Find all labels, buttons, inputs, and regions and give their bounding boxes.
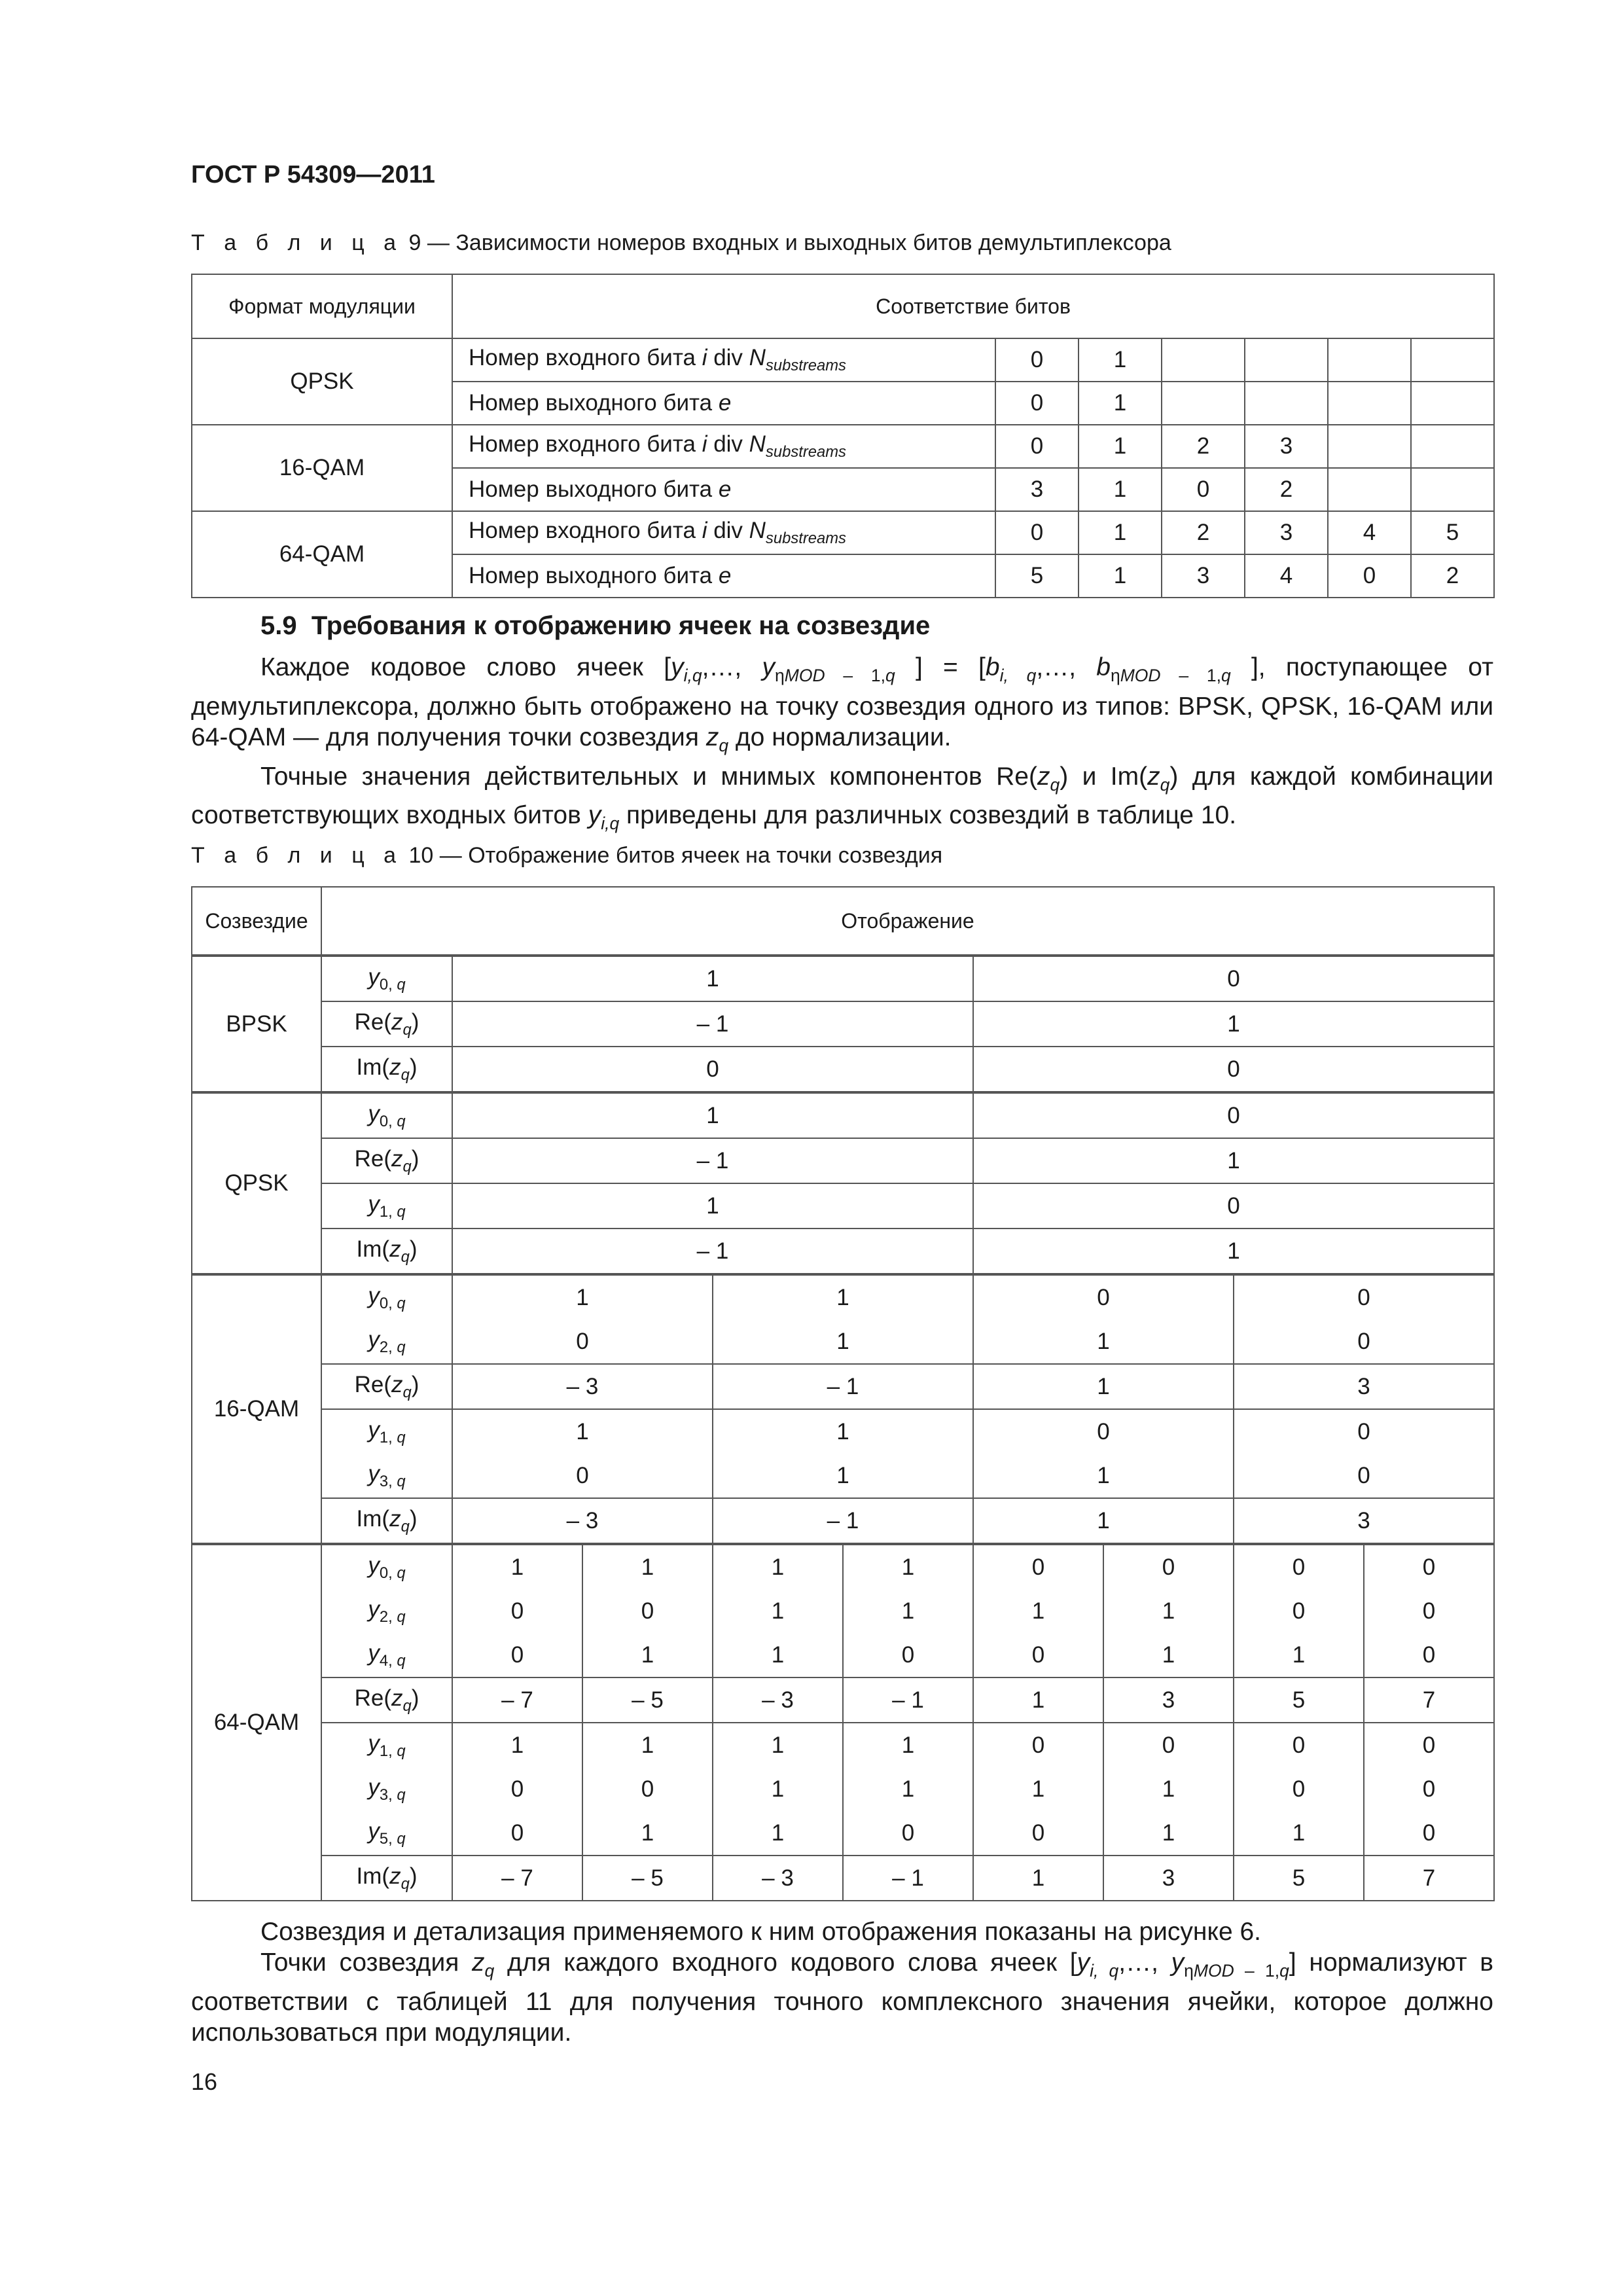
table9-output-label: Номер выходного бита e: [452, 468, 995, 511]
table10-constellation-cell: 64-QAM: [192, 1544, 321, 1901]
table10-cell: 1: [973, 1677, 1103, 1723]
table10-cell: 0: [1234, 1274, 1494, 1319]
table9-format-cell: QPSK: [192, 338, 452, 425]
table10-cell: 0: [452, 1047, 973, 1092]
table10-row-label: $Re(z_q)$: [321, 1364, 452, 1409]
table10-cell: 0: [973, 1409, 1234, 1454]
table9-cell: [1245, 382, 1328, 425]
table9-cell: 1: [1079, 511, 1162, 554]
table10-cell: 0: [452, 1589, 582, 1633]
table9-cell: [1245, 338, 1328, 382]
table10-row-label: $y_{1, q}$: [321, 1409, 452, 1454]
table10-cell: 0: [1364, 1633, 1494, 1677]
table10-cell: 0: [973, 1092, 1494, 1138]
table9-format-cell: 16-QAM: [192, 425, 452, 511]
table9-format-cell: 64-QAM: [192, 511, 452, 598]
table10-cell: 1: [713, 1544, 843, 1589]
closing-text: Созвездия и детализация применяемого к ним отображения показаны на рисунке 6. Точки созвездия $z_q$ для каждого входного кодового слова ячеек [$y_{i, q},\dots$, $y_{\eta MOD - 1,q}$] нормализуют в соответствии с таблицей 11 для получения точного комплексного значения ячейки, которое должно использоваться при модуляции.: [191, 1918, 1493, 2047]
table9-cell: 5: [995, 554, 1079, 598]
table10-cell: – 1: [843, 1856, 973, 1901]
table10-cell: – 1: [713, 1364, 973, 1409]
table10-cell: 0: [452, 1454, 713, 1498]
table10-cell: – 7: [452, 1856, 582, 1901]
table10-cell: – 3: [713, 1677, 843, 1723]
table9-cell: 0: [995, 338, 1079, 382]
table10-row-label: $y_{3, q}$: [321, 1454, 452, 1498]
table9-cell: [1411, 468, 1494, 511]
table10-cell: 1: [1234, 1811, 1364, 1856]
table10-row-label: $y_{3, q}$: [321, 1767, 452, 1811]
table10-cell: – 7: [452, 1677, 582, 1723]
table10-cell: 0: [1103, 1723, 1234, 1767]
table9-cell: 3: [995, 468, 1079, 511]
table10-constellation-cell: QPSK: [192, 1092, 321, 1274]
table10-cell: 0: [1234, 1767, 1364, 1811]
section-heading: 5.9 Требования к отображению ячеек на созвездие: [260, 611, 931, 640]
table9-cell: 0: [1162, 468, 1245, 511]
table9-cell: [1328, 425, 1411, 468]
table10-cell: 0: [582, 1589, 713, 1633]
table10-cell: – 1: [452, 1138, 973, 1183]
table10-cell: 0: [843, 1811, 973, 1856]
table10-cell: 1: [713, 1811, 843, 1856]
table10-cell: – 1: [452, 1229, 973, 1274]
table10-row-label: $y_{0, q}$: [321, 1274, 452, 1319]
table9-cell: [1328, 338, 1411, 382]
table10-cell: 0: [1364, 1767, 1494, 1811]
table9-cell: [1162, 338, 1245, 382]
table9-cell: 4: [1245, 554, 1328, 598]
table10-cell: 1: [452, 1409, 713, 1454]
table10-cell: 0: [582, 1767, 713, 1811]
table10-cell: 5: [1234, 1677, 1364, 1723]
document-header: ГОСТ Р 54309—2011: [191, 161, 435, 188]
table10-cell: 1: [1103, 1633, 1234, 1677]
table10-constellation-cell: 16-QAM: [192, 1274, 321, 1544]
table10-cell: 1: [973, 1498, 1234, 1544]
table10-cell: 1: [713, 1767, 843, 1811]
table10-cell: 0: [973, 1183, 1494, 1229]
table10-cell: 0: [973, 1544, 1103, 1589]
table10-cell: 1: [973, 1319, 1234, 1364]
table10-header-constellation: Созвездие: [192, 887, 321, 956]
table10-cell: 1: [973, 1229, 1494, 1274]
table10-cell: 1: [843, 1723, 973, 1767]
table10-cell: 0: [1364, 1589, 1494, 1633]
table10-row-label: $y_{2, q}$: [321, 1589, 452, 1633]
table10-cell: – 1: [713, 1498, 973, 1544]
table9-cell: 2: [1411, 554, 1494, 598]
table10-cell: 1: [973, 1589, 1103, 1633]
table10-cell: 1: [713, 1723, 843, 1767]
table10-cell: 3: [1103, 1856, 1234, 1901]
table10-cell: 1: [1234, 1633, 1364, 1677]
table10-cell: 1: [713, 1589, 843, 1633]
table10-cell: 0: [452, 1633, 582, 1677]
table9: [191, 274, 1495, 598]
table9-cell: 3: [1245, 425, 1328, 468]
table9-cell: 0: [995, 382, 1079, 425]
table10-cell: 0: [1364, 1544, 1494, 1589]
table10-row-label: $Im(z_q)$: [321, 1047, 452, 1092]
table10-cell: 1: [843, 1589, 973, 1633]
table9-cell: 4: [1328, 511, 1411, 554]
table9-cell: 5: [1411, 511, 1494, 554]
table10-cell: 1: [1103, 1811, 1234, 1856]
table10-cell: 0: [452, 1767, 582, 1811]
table10-constellation-cell: BPSK: [192, 956, 321, 1092]
table10-cell: 0: [452, 1319, 713, 1364]
table10-cell: 1: [713, 1409, 973, 1454]
table9-cell: [1411, 425, 1494, 468]
table10-cell: 3: [1234, 1498, 1494, 1544]
table9-cell: 1: [1079, 338, 1162, 382]
section-body: Каждое кодовое слово ячеек [$y_{i,q},\dots$, $y_{\eta MOD - 1,q}$ ] = [$b_{i, q},\dots$, $b_{\eta MOD - 1,q}$ ], поступающее от демультиплексора, должно быть отображено на точку созвездия одного из типов: BPSK, QPSK, 16-QAM или 64-QAM — для получения точки созвездия $z_q$ до нормализации. Точные значения действительных и мнимых компонентов $Re(z_q)$ и $Im(z_q)$ для каждой комбинации соответствующих входных битов $y_{i,q}$ приведены для различных созвездий в таблице 10.: [191, 653, 1493, 834]
table10-cell: 1: [973, 1364, 1234, 1409]
table10: [191, 886, 1495, 1901]
table10-row-label: $Im(z_q)$: [321, 1498, 452, 1544]
table9-cell: 0: [1328, 554, 1411, 598]
table9-cell: 1: [1079, 425, 1162, 468]
table10-cell: 1: [713, 1454, 973, 1498]
table9-header-format: Формат модуляции: [192, 274, 452, 338]
table10-cell: 1: [452, 1092, 973, 1138]
table9-output-label: Номер выходного бита e: [452, 382, 995, 425]
table10-row-label: $y_{2, q}$: [321, 1319, 452, 1364]
table10-cell: – 3: [713, 1856, 843, 1901]
table10-cell: 1: [452, 1183, 973, 1229]
table10-cell: 3: [1234, 1364, 1494, 1409]
table9-cell: 2: [1162, 511, 1245, 554]
table9-cell: 3: [1162, 554, 1245, 598]
table10-cell: 1: [973, 1856, 1103, 1901]
table10-cell: – 1: [452, 1001, 973, 1047]
table10-cell: 1: [973, 1454, 1234, 1498]
table10-cell: 1: [452, 1544, 582, 1589]
table10-cell: 0: [973, 1811, 1103, 1856]
table10-row-label: $y_{4, q}$: [321, 1633, 452, 1677]
table10-cell: 7: [1364, 1677, 1494, 1723]
table10-cell: 0: [1234, 1544, 1364, 1589]
table10-cell: 1: [582, 1723, 713, 1767]
table10-cell: 0: [843, 1633, 973, 1677]
table9-cell: [1328, 382, 1411, 425]
table9-header-mapping: Соответствие битов: [452, 274, 1494, 338]
table9-caption: Т а б л и ц а 9 — Зависимости номеров входных и выходных битов демультиплексора: [191, 230, 1171, 255]
table9-cell: 1: [1079, 382, 1162, 425]
table10-cell: 1: [713, 1274, 973, 1319]
table10-cell: 1: [452, 956, 973, 1001]
table9-cell: 0: [995, 511, 1079, 554]
table10-cell: – 1: [843, 1677, 973, 1723]
table10-row-label: $y_{5, q}$: [321, 1811, 452, 1856]
table9-cell: [1411, 382, 1494, 425]
table10-cell: 0: [973, 1633, 1103, 1677]
table10-cell: – 3: [452, 1364, 713, 1409]
table10-row-label: $y_{0, q}$: [321, 1544, 452, 1589]
table10-cell: – 3: [452, 1498, 713, 1544]
table10-cell: 1: [973, 1767, 1103, 1811]
table9-input-label: Номер входного бита i div $N_{substreams}$: [452, 338, 995, 382]
table10-cell: 1: [582, 1633, 713, 1677]
table9-input-label: Номер входного бита i div $N_{substreams}$: [452, 511, 995, 554]
table9-cell: 2: [1245, 468, 1328, 511]
table10-cell: 0: [452, 1811, 582, 1856]
table10-cell: 0: [973, 956, 1494, 1001]
table10-header-mapping: Отображение: [321, 887, 1494, 956]
table10-cell: 3: [1103, 1677, 1234, 1723]
table9-input-label: Номер входного бита i div $N_{substreams}$: [452, 425, 995, 468]
page-number: 16: [191, 2068, 218, 2095]
table10-cell: 1: [843, 1544, 973, 1589]
table10-cell: 1: [582, 1544, 713, 1589]
table10-cell: 0: [1364, 1811, 1494, 1856]
table10-cell: 0: [1234, 1723, 1364, 1767]
table10-cell: 1: [1103, 1767, 1234, 1811]
table10-cell: 1: [973, 1001, 1494, 1047]
table10-cell: 1: [452, 1274, 713, 1319]
table10-cell: 0: [973, 1047, 1494, 1092]
table10-cell: 1: [843, 1767, 973, 1811]
table10-cell: 1: [1103, 1589, 1234, 1633]
table10-row-label: $Re(z_q)$: [321, 1677, 452, 1723]
table10-cell: 7: [1364, 1856, 1494, 1901]
table9-cell: 1: [1079, 468, 1162, 511]
table10-cell: 1: [452, 1723, 582, 1767]
table9-cell: [1162, 382, 1245, 425]
table10-cell: – 5: [582, 1856, 713, 1901]
table10-cell: 0: [1103, 1544, 1234, 1589]
table9-cell: 0: [995, 425, 1079, 468]
table10-cell: 5: [1234, 1856, 1364, 1901]
table9-cell: [1411, 338, 1494, 382]
table10-cell: 1: [713, 1633, 843, 1677]
table10-row-label: $Re(z_q)$: [321, 1138, 452, 1183]
table10-cell: 0: [973, 1274, 1234, 1319]
table10-caption: Т а б л и ц а 10 — Отображение битов ячеек на точки созвездия: [191, 843, 943, 868]
table9-cell: [1328, 468, 1411, 511]
table9-cell: 2: [1162, 425, 1245, 468]
table10-row-label: $y_{0, q}$: [321, 1092, 452, 1138]
table10-row-label: $Im(z_q)$: [321, 1856, 452, 1901]
table10-row-label: $y_{1, q}$: [321, 1723, 452, 1767]
table10-row-label: $y_{1, q}$: [321, 1183, 452, 1229]
table10-cell: 1: [582, 1811, 713, 1856]
table10-cell: 0: [1234, 1454, 1494, 1498]
table10-cell: 0: [973, 1723, 1103, 1767]
table10-cell: – 5: [582, 1677, 713, 1723]
table10-cell: 1: [973, 1138, 1494, 1183]
table10-cell: 0: [1364, 1723, 1494, 1767]
table9-cell: 3: [1245, 511, 1328, 554]
table10-cell: 0: [1234, 1589, 1364, 1633]
table9-cell: 1: [1079, 554, 1162, 598]
table10-cell: 0: [1234, 1319, 1494, 1364]
table10-row-label: $Im(z_q)$: [321, 1229, 452, 1274]
table10-cell: 0: [1234, 1409, 1494, 1454]
table10-row-label: $y_{0, q}$: [321, 956, 452, 1001]
table9-output-label: Номер выходного бита e: [452, 554, 995, 598]
table10-row-label: $Re(z_q)$: [321, 1001, 452, 1047]
table10-cell: 1: [713, 1319, 973, 1364]
